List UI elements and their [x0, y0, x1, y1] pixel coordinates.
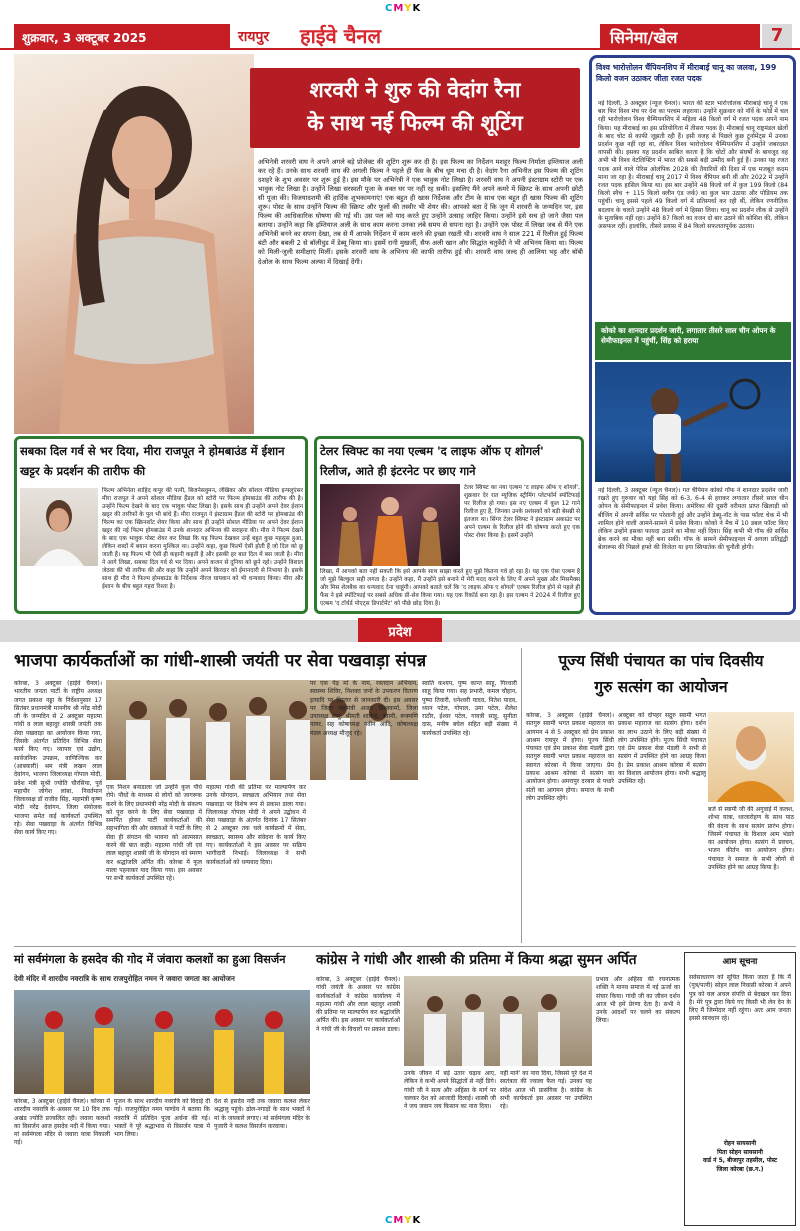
congress-headline: कांग्रेस ने गांधी और शास्त्री की प्रतिमा में किया श्रद्धा सुमन अर्पित — [316, 952, 637, 968]
congress-col1: कोरबा, 3 अक्टूबर (हाईवे चैनल)। गांधी जयंती के अवसर पर कांग्रेस कार्यकर्ताओं ने कांग्रेस कार्यालय में महात्मा गांधी और लाल बहादुर शास्त्री की प्रतिमा पर माल्यार्पण कर श्रद्धांजलि अर्पित की। इस अवसर पर कार्यकर्ताओं ने गांधी जी के विचारों पर प्रकाश डाला। — [316, 976, 400, 1033]
coco-body: नई दिल्ली, 3 अक्टूबर (न्यूज चैनल)। गत चैंपियन कोको गॉफ ने शानदार प्रदर्शन जारी रखते हुए गुरुवार को यहां सिंह को 6-3, 6-4 से हराकर लगातार तीसरे साल चीन ओपन के सेमीफाइनल में प्रवेश किया। अमेरिका की दूसरी वरीयता प्राप्त खिलाड़ी को बीजिंग में अपनी सर्विस पर परेशानी हुई और उन्होंने डेब्यू-नॉट के पास फॉल्ट चेक में भी शामिल होने वाली आमने-सामने में प्रवेश किया। कोको ने मैच में 10 डबल फॉल्ट किए लेकिन उन्होंने इसका फायदा उठाने का मौका नहीं दिया। सिंह कभी भी गॉफ की सर्विस ब्रेक करने का मौका नहीं बना सकीं। गॉफ के सामने सेमीफाइनल में अगला प्रतिद्वंद्वी बेलारूस की पिछले हफ्ते की विजेता या इगा स्वियातेक की चुनौती होगी। — [598, 487, 788, 552]
durga-col3: देश से हसदेव नदी तक जवारा कलश लेकर श्रद्धालु पहुंचे। ढोल-नगाड़ों के साथ भक्तों ने मां के जयकारे लगाए। मां सर्वमंगला मंदिर के पुजारी ने कलश विसर्जन करवाया। — [214, 1098, 310, 1130]
congress-col3: नहीं माने' का नारा दिया, जिससे पूरे देश में स्वतंत्रता की ज्वाला फैल गई। उनका यह संदेश आज भी प्रासंगिक है। कांग्रेस के सभी कार्यकर्ता इस अवसर पर उपस्थित रहे। — [500, 1070, 592, 1111]
story-divider — [521, 648, 522, 943]
congress-col2: उनके जीवन में बड़े उतार चढ़ाव आए, लेकिन वे कभी अपने सिद्धांतों से नहीं डिगे। गांधी जी ने सत्य और अहिंसा के मार्ग पर चलकर देश को आजादी दिलाई। शास्त्री जी ने जय जवान जय किसान का नारा दिया। — [404, 1070, 496, 1111]
bottom-divider — [14, 946, 796, 947]
coco-photo — [595, 362, 791, 482]
procession-icon — [14, 990, 310, 1094]
city-label: रायपुर — [238, 29, 270, 45]
brand-logo: हाईवे चैनल — [300, 24, 382, 48]
sindhi-headline — [526, 648, 796, 708]
durga-col1: कोरबा, 3 अक्टूबर (हाईवे चैनल)। कोरबा में शारदीय नवरात्रि के अवसर पर 10 दिन तक अखंड ज्योति प्रज्वलित रही। जवारा कलशों का विसर्जन आज हसदेव नदी में किया गया। मां सर्वमंगला मंदिर से जवारा यात्रा निकाली गई। — [14, 1098, 110, 1147]
bjp-col4: पर एक पेड़ मां के नाम, रक्तदान अभियान, स्वास्थ्य शिविर, निशक्त जनों के उपकरण वितरण इत्यादि पर विस्तार से जानकारी दी। इस अवसर पर जिला महामंत्री अजय विश्वकर्मा, जिला उपाध्यक्ष संजू, श्रीमती शालेन्द्र, स्वामी, रूक्मणि नायर, सह कोषाध्यक्ष नवीन आदि, कोषाध्यक्ष मंडल अध्यक्ष मौजूद रहे। — [310, 680, 418, 737]
woman-figure-icon — [14, 54, 254, 434]
bjp-col3: महात्मा गांधी की प्रतिमा पर माल्यार्पण कर उनके योगदान, स्वच्छता अभियान तथा सेवा पखवाड़ा पर विशेष रूप से प्रकाश डाला गया। जिलाध्यक्ष गोपाल मोदी ने अपने उद्बोधन में सेवा पखवाड़ा के अंतर्गत दिनांक 17 सितंबर से 2 अक्टूबर तक चले कार्यक्रमों में सेवा, स्वच्छता, स्वास्थ्य और संवेदना के कार्य किए गए। कार्यकर्ताओं ने इस अवसर पर सक्रिय भागीदारी निभाई। जिलाध्यक्ष ने सभी कार्यकर्ताओं को धन्यवाद दिया। — [206, 784, 306, 866]
taylor-body-bottom: लिखा, मैं आपको बता नहीं सकती कि इसे आपके साथ साझा करते हुए मुझे कितना गर्व हो रहा है। यह एक ऐसा एल्बम है जो मुझे बिल्कुल सही लगता है। उन्होंने कहा, मैं उन्होंने इसे बनाने में मेरी मदद करने के लिए मैं अपने मुख्य और मिसमैक्स और मिस शेलबैक का धन्यवाद देना चाहूंगी। आपको बताते चलें कि 'द लाइफ ऑफ ए शोगर्ल' एल्बम रिलीज होने से पहले ही फैंस ने इसे स्पॉटिफाई पर सबसे अधिक प्री-सेव किया गया। यह एक रिकॉर्ड बना रहा है। इस एल्बम ने 2024 में रिलीज हुए एल्बम 'द टॉर्चर्ड पोएट्स डिपार्टमेंट' को पीछे छोड़ दिया है। — [320, 569, 580, 607]
mira-photo — [20, 488, 98, 566]
cmyk-mark: CMYK — [385, 3, 422, 14]
bjp-col5: स्वाति कश्यप, पुष्प कान्त साहू, गिरधारी साहू किया गया। सह प्रभारी, कमल चौहान, पुष्पा तिवारी, धनेश्वरी यादव, नितेश यादव, ध्यान पटेल, गोपाल, उमा पटेल, शैलेश राठौर, ईश्वर पटेल, गायत्री साहू, सुनीता दास, मनीष बघेल सहित बड़ी संख्या में कार्यकर्ता उपस्थित रहे। — [422, 680, 517, 737]
coco-headline: कोको का शानदार प्रदर्शन जारी, लगातार तीसरे साल चीन ओपन के सेमीफाइनल में पहुंचीं, सिंह को हराया — [595, 322, 791, 360]
sharvari-headline-line1: शरवरी ने शुरु की वेदांग रैना — [309, 78, 521, 102]
tribute-group-icon — [404, 976, 592, 1066]
congress-photo — [404, 976, 592, 1066]
taylor-headline: टेलर स्विफ्ट का नया एल्बम 'द लाइफ ऑफ ए शोगर्ल' रिलीज, आते ही इंटरनेट पर छाए गाने — [320, 444, 544, 478]
tennis-player-icon — [595, 362, 791, 482]
pradesh-band — [0, 620, 800, 642]
bjp-headline: भाजपा कार्यकर्ताओं का गांधी-शास्त्री जयंती पर सेवा पखवाड़ा संपन्न — [14, 651, 427, 671]
sindhi-headline-line1: पूज्य सिंधी पंचायत का पांच दिवसीय — [558, 652, 764, 670]
footer-cmyk: CMYK — [385, 1215, 422, 1226]
mira-body: फिल्म अभिनेता शाहिद कपूर की पत्नी, बिजनेसवुमन, लेखिका और सोशल मीडिया इन्फ्लुएंसर मीरा राजपूत ने अपने सोशल मीडिया हैंडल को स्टोरी पर फिल्म होमबाउंड की तारीफ की है। उन्होंने फिल्म देखने के बाद एक भावुक पोस्ट लिखा है। इसके साथ ही उन्होंने अपने देवर ईशान खट्टर की तारीफों के पुल भी बांधे हैं। मीरा राजपूत ने इंस्टाग्राम हैंडल की स्टोरी पर होमबाउंड की फिल्म का एक स्क्रिनशॉट शेयर किया और साथ ही उन्होंने सोशल मीडिया पर अपने देवर ईशान खट्टर की नई फिल्म होमबाउंड में उनके शानदार अभिनय की सराहना की। मीरा ने फिल्म देखने के बाद एक भावुक पोस्ट शेयर कर लिखा कि यह फिल्म देखकर उन्हें बहुत कुछ महसूस हुआ, लेकिन शब्दों में बयान करना मुश्किल था। उन्होंने कहा, कुछ फिल्में ऐसी होती हैं जो दिल को छू जाती हैं। यह फिल्म भी ऐसी ही कहानी कहती है और इसकी हर बात दिल में बस जाती है। मीरा ने आगे लिखा, सबका दिल गर्व से भर दिया। अपने कजन से दुनिया को छूने रहो। उन्होंने विशाल जेठवा की भी तारीफ की और कहा कि उन्होंने अपने किरदार को ईमानदारी से निभाया है। इसके साथ ही मीरा ने फिल्म होमबाउंड के निर्देशक नीरज घायवान को भी धन्यवाद किया। मीरा और ईशान के बीच बहुत गहरा रिश्ता है। — [102, 488, 303, 590]
taylor-body-right: टेलर स्विफ्ट का नया एल्बम 'द लाइफ ऑफ ए शोगर्ल', शुक्रवार देर रात म्यूजिक स्ट्रीमिंग प्लेटफॉर्म स्पॉटिफाई पर रिलीज हो गया। इस नए एल्बम में कुल 12 गाने रिलीज हुए हैं, जिनका उनके प्रशंसकों को बड़ी बेसब्री से इंतजार था। सिंगर टेलर स्विफ्ट ने इंस्टाग्राम अकाउंट पर अपने एल्बम के रिलीज होने की घोषणा करते हुए एक पोस्ट शेयर किया है। इसमें उन्होंने — [464, 485, 580, 539]
notice-signature: रोहन सायसानी पिता सोहन सायसानी वार्ड नं 5, बीजापुर तहसील, पोस्ट जिला कोरबा (छ.ग.) — [702, 1140, 778, 1173]
mirabai-body: नई दिल्ली, 3 अक्टूबर (न्यूज चैनल)। भारत की स्टार भारोत्तोलक मीराबाई चानू ने एक बार फिर विश्व मंच पर देश का परचम लहराया। उन्होंने शुक्रवार को नॉर्वे के फोर्डे में चल रही भारोत्तोलन विश्व चैम्पियनशिप में महिला 48 किलो वर्ग में रजत पदक अपने नाम किया। यह मीराबाई का इस प्रतियोगिता में तीसरा पदक है। मीराबाई चानू राष्ट्रमंडल खेलों के बाद चोट से काफी जूझती रही हैं। इसी वजह से पिछले कुछ टूर्नामेंट्स में उनका प्रदर्शन कुछ नहीं रहा था, लेकिन विश्व भारोत्तोलन चैम्पियनशिप में उन्होंने जबरदस्त वापसी की। इसका यह प्रदर्शन साबित करता है कि चोटों और संघर्षों के बावजूद वह अभी भी विश्व वेटलिफ्टिंग में भारत की सबसे बड़ी उम्मीद बनी हुई हैं। उनका यह रजत पदक आने वाले पेरिस ओलंपिक 2028 की तैयारियों की दिशा में एक मजबूत कदम माना जा रहा है। मीराबाई चानू 2017 में विश्व चैंपियन बनी थीं और 2022 में उन्होंने रजत पदक हासिल किया था। इस बार उन्होंने 48 किलो वर्ग में कुल 199 किलो (84 किलो स्नैच + 115 किलो क्लीन एंड जर्क) का कुल भार उठाया और पोडियम तक पहुंचीं। चानू इससे पहले 49 किलो वर्ग में प्रतिस्पर्धा कर रही थीं, लेकिन रणनीतिक बदलाव के चलते उन्होंने 48 किलो वर्ग में हिस्सा लिया। चानू का प्रदर्शन लीक से उन्होंने के मुताबिक नहीं रहा। उन्होंने 87 किलो का वजन दो बार उठाने की कोशिश की, लेकिन असफल रहीं। हालांकि, तीसरे प्रयास में 84 किलो सफलतापूर्वक उठाया। — [598, 100, 788, 231]
notice-body: सर्वसाधारण को सूचित किया जाता है कि मैं (पुत्र/पत्नी) सोहन लाल निवासी कोरबा ने अपने पुत्र को चल अचल संपत्ति से बेदखल कर दिया है। मेरे पुत्र द्वारा किये गए किसी भी लेन देन के लिए मैं जिम्मेदार नहीं रहूंगा। अतः आम जनता इससे सावधान रहे। — [689, 974, 791, 1023]
mirabai-headline: विश्व भारोत्तोलन चैंपियनशिप में मीराबाई चानू का जलवा, 199 किलो वजन उठाकर जीता रजत पदक — [596, 63, 777, 83]
pradesh-label: प्रदेश — [358, 618, 442, 642]
sharvari-headline — [250, 68, 580, 148]
swami-photo — [708, 712, 794, 802]
bjp-col2: एक निशन बनाडाला जो उन्होंने कुल पौधे रोपे। पौधों के माध्यम से लोगों को जागरूक करने के लिए प्रधानमंत्री नरेंद्र मोदी के संकल्प को पूरा करने के लिए सेवा पखवाड़ा में समर्पित होकर पार्टी कार्यकर्ताओं की सहभागिता की और वक्ताओं ने पार्टी के लिए सेवा ही संगठन की भावना को आत्मसात करने की बात कही। महात्मा गांधी जी एवं लाल बहादुर शास्त्री जी के योगदान को स्मरण कर श्रद्धांजलि अर्पित की। कोरबा में फूल माला पहनाकर याद किया गया। इस अवसर पर सभी कार्यकर्ता उपस्थित रहे। — [106, 784, 202, 883]
saint-portrait-icon — [708, 712, 794, 802]
mira-headline: सबका दिल गर्व से भर दिया, मीरा राजपूत ने होमबाउंड में ईशान खट्टर के प्रदर्शन की तारीफ की — [20, 444, 285, 478]
date-box: शुक्रवार, 3 अक्टूबर 2025 — [14, 24, 230, 48]
sindhi-col2: अक्टूबर को दोपहर सद्गुरु स्वामी भगत प्रकाश महाराज का सत्संग होगा। दर्शन का लाभ उठाने के लिए बड़ी संख्या में लोग उपस्थित होंगे। पूज्य सिंधी पंचायत एवं प्रेम प्रकाश सेवा मंडली ने सभी से सत्संग में उपस्थित होने का आग्रह किया है। प्रेम प्रकाश आश्रम कोरबा में सत्संग का विशाल आयोजन होगा। सभी श्रद्धालु उपस्थित रहें। — [618, 712, 706, 786]
congress-col4: प्रभाव और अहिंसा की रचनात्मक शक्ति ने मानव समाज में नई ऊर्जा का संचार किया। गांधी जी का जीवन दर्शन आज भी हमें प्रेरणा देता है। सभी ने उनके आदर्शों पर चलने का संकल्प लिया। — [596, 976, 680, 1025]
durga-col2: पूजन के साथ शारदीय नवरात्रि को विदाई दी गई। राजपुरोहित नमन पाण्डेय ने बताया कि नवरात्रि में प्रतिदिन पूजा अर्चना की गई। भक्तों ने पूरे श्रद्धाभाव से विसर्जन यात्रा में भाग लिया। — [114, 1098, 210, 1139]
sindhi-col1: कोरबा, 3 अक्टूबर (हाईवे चैनल)। सतगुरु स्वामी भगत प्रकाश महाराज का आगमन 4 से 5 अक्टूबर को प्रेम प्रकाश आश्रम रायपुर में होगा। पूज्य सिंधी पंचायत एवं प्रेम प्रकाश सेवा मंडली द्वारा सतगुरु स्वामी भगत प्रकाश महाराज का स्वागत कोरबा में किया जाएगा। प्रेम प्रकाश आश्रम कोरबा में सत्संग का आयोजन होगा। अमरापुर दरबार से पधारे संतों का आगमन होगा। समाज के सभी लोग उपस्थित रहेंगे। — [526, 712, 614, 802]
taylor-photo — [320, 484, 460, 566]
sharvari-photo — [14, 54, 254, 434]
bjp-col1: कोरबा, 3 अक्टूबर (हाईवे चैनल)। भारतीय जनता पार्टी के राष्ट्रीय अध्यक्ष जगत प्रकाश नड्डा के निर्देशानुसार 17 सितंबर प्रधानमंत्री माननीय श्री नरेंद्र मोदी जी के जन्मदिन से 2 अक्टूबर महात्मा गांधी व लाल बहादुर शास्त्री जयंती तक सेवा पखवाड़ा का आयोजन किया गया, जिसके अंतर्गत प्रतिदिन विभिन्न सेवा कार्य किए गए। व्यापार एवं उद्योग, सार्वजनिक उपक्रम, वाणिज्यिक कर (आबकारी) श्रम मंत्री लखन लाल देवांगन, भाजपा जिलाध्यक्ष गोपाल मोदी, प्रदेश मंत्री सुश्री ज्योति चौरसिया, पूर्व महापौर जोगेश लांबा, निवर्तमान जिलाध्यक्ष डॉ राजीव सिंह, महामंत्री कृष्ण मोदी नरेंद्र देवांगन, जिला संयोजक भाजपा समेत कई कार्यकर्ता उपस्थित रहे। सेवा पखवाड़ा के अंतर्गत विभिन्न सेवा कार्य किए गए। — [14, 680, 102, 837]
sindhi-col3: बजे से स्वामी जी की अगुवाई में कलश, शोभा यात्रा, ध्वजारोहण के साथ पाठ की वंदना के साथ सत्संग प्रारंभ होगा। जिसमें पंचायत के विशाल आम भंडारे का आयोजन होगा। सत्संग में प्रवचन, भजन कीर्तन का आयोजन होगा। पंचायत ने समाज के सभी लोगों से उपस्थित होने का आग्रह किया है। — [708, 806, 794, 872]
section-label: सिनेमा/खेल — [600, 24, 760, 48]
durga-subhead: देवी मंदिर में शारदीय नवरात्रि के साथ राजपुरोहित नमन ने जवारा जगता का आयोजन — [14, 974, 235, 983]
durga-photo — [14, 990, 310, 1094]
sindhi-headline-line2: गुरु सत्संग का आयोजन — [594, 678, 728, 696]
sharvari-headline-line2: के साथ नई फिल्म की शूटिंग — [307, 111, 523, 135]
durga-headline: मां सर्वमंगला के हसदेव की गोद में जंवारा कलशों का हुआ विसर्जन — [14, 953, 286, 966]
notice-title: आम सूचना — [722, 957, 758, 967]
performer-group-icon — [320, 484, 460, 566]
page-number: 7 — [762, 24, 792, 48]
actor-portrait-icon — [20, 488, 98, 566]
sharvari-body: अभिनेत्री शरवरी वाघ ने अपने अगले बड़े प्रोजेक्ट की शूटिंग शुरू कर दी है। इस फिल्म का निर्देशन मशहूर फिल्म निर्माता इम्तियाज अली कर रहे हैं। उनके साथ शरवरी वाघ की अगली फिल्म ने पहले ही फैंस के बीच धूम मचा दी है। वेदांग रैना अभिनीत इस फिल्म की शूटिंग दशहरे के शुभ अवसर पर शुरू हुई है। इस मौके पर अभिनेत्री ने एक भावुक नोट लिखा है। शरवरी वाघ ने अपनी इंस्टाग्राम स्टोरी पर एक भावुक नोट लिखा है। उन्होंने लिखा सरस्वती पूजा के वक्त घर पर नहीं रह सकी। इसलिए मैंने अपने कमरे में स्क्रिप्ट के साथ अपनी छोटी सी पूजा की। विजयादशमी की हार्दिक शुभकामनाएं! एक बहुत ही खास निर्देशक और टीम के साथ एक बहुत ही खास फिल्म की शूटिंग शुरू। पोस्ट के साथ उन्होंने फिल्म की स्क्रिप्ट और फूलों की तस्वीर भी शेयर की। आपको बता दें कि जून में शरवरी के जन्मदिन पर, इस फिल्म की आधिकारिक घोषणा की गई थी। उस पल को याद करते हुए उन्होंने उत्साह जाहिर किया। उन्होंने इसे सच हो जाने जैसा पल बताया। उन्होंने कहा कि इम्तियाज अली के साथ काम करना उनका लंबे समय से सपना रहा है। उन्होंने एक पोस्ट में लिखा जब से मैंने एक अभिनेत्री बनने का सपना देखा, तब से मैं आपके निर्देशन में काम करने की इच्छा रखती थी। शरवरी वाघ ने साल 221 में रिलीज हुई फिल्म बंटी और बबली 2 से बॉलीवुड में डेब्यू किया था। इसमें रानी मुखर्जी, सैफ अली खान और सिद्धांत चतुर्वेदी ने भी अभिनय किया था। फिल्म को मिली-जुली समीक्षाएं मिलीं। इसके शरवरी वाघ के अभिनय की काफी तारीफ हुई थी। शरवरी वाघ जल्द ही आलिया भट्ट और बॉबी देओल के साथ फिल्म अल्फा में दिखाई देंगी। — [258, 158, 583, 266]
